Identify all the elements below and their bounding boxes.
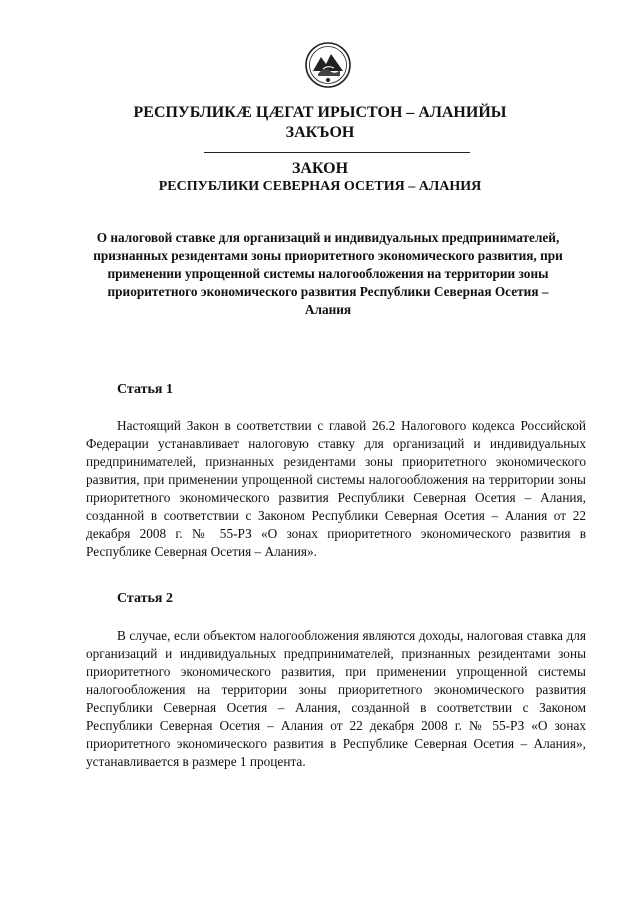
article-2-heading: Статья 2 — [117, 591, 173, 606]
law-title-russian: ЗАКОН — [291, 160, 349, 177]
article-1-heading: Статья 1 — [117, 382, 173, 397]
article-1-text: Настоящий Закон в соответствии с главой 26.2 Налогового кодекса Российской Федерации устанавливает налоговую ставку для организаций и индивидуальных предпринимателей, признанных резидентами зоны приоритетного экономического развития, при применении упрощенной системы налогообложения на территории зоны приоритетного экономического развития Республики Северная Осетия – Алания, созданной в соответствии с Законом Республики Северная Осетия – Алания от 22 декабря 2008 г. № 55-РЗ «О зонах приоритетного экономического развития в Республике Северная Осетия – Алания». — [86, 418, 586, 559]
ossetia-coat-of-arms-icon — [304, 40, 352, 90]
republic-title-russian: РЕСПУБЛИКИ СЕВЕРНАЯ ОСЕТИЯ – АЛАНИЯ — [158, 179, 482, 194]
article-2-text: В случае, если объектом налогообложения являются доходы, налоговая ставка для организаций и индивидуальных предпринимателей, признанных резидентами зоны приоритетного экономического развития, при применении упрощенной системы налогообложения на территории зоны приоритетного экономического развития Республики Северная Осетия – Алания, созданной в соответствии с Законом Республики Северная Осетия – Алания от 22 декабря 2008 г. № 55-РЗ «О зонах приоритетного экономического развития в Республике Северная Осетия – Алания», устанавливается в размере 1 процента. — [86, 628, 586, 769]
divider — [204, 152, 470, 153]
document-title: О налоговой ставке для организаций и индивидуальных предпринимателей, признанных резидентами зоны приоритетного экономического развития, при применении упрощенной системы налогообложения на территории зоны приоритетного экономического развития Республики Северная Осетия – Алания — [93, 230, 563, 317]
republic-title-ossetian: РЕСПУБЛИКӔ ЦӔГАТ ИРЫСТОН – АЛАНИЙЫ — [133, 104, 507, 121]
law-title-ossetian: ЗАКЪОН — [285, 124, 355, 141]
